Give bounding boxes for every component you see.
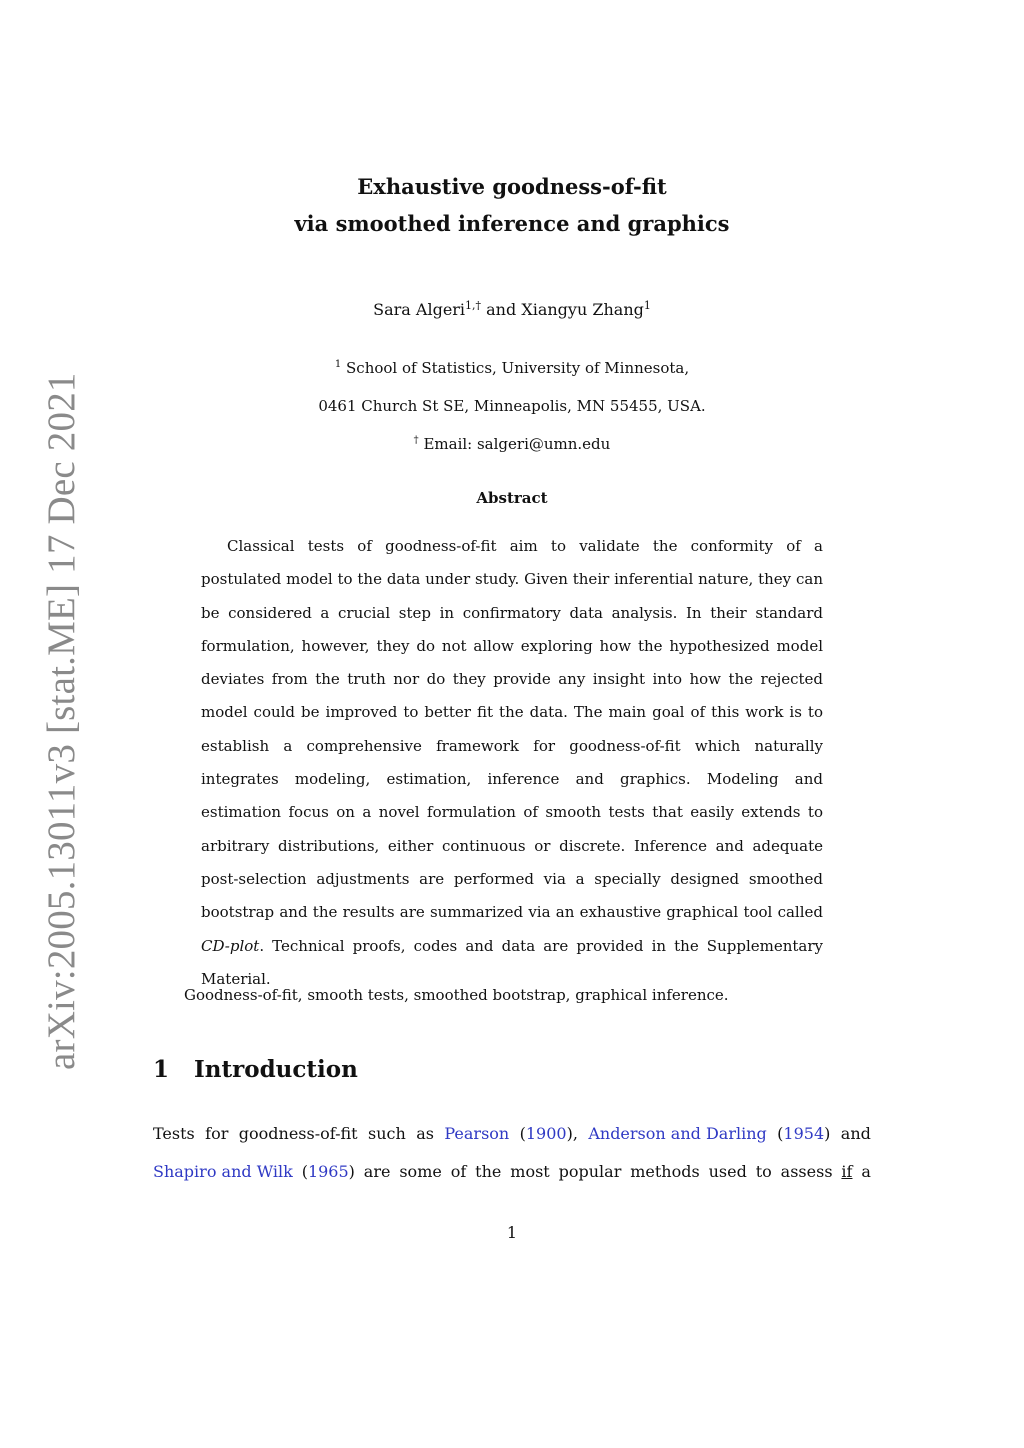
paper-title-line-1: Exhaustive goodness-of-fit [357,174,667,199]
citation-year-anderson-darling[interactable]: 1954 [783,1124,825,1143]
arxiv-identifier-stamp: arXiv:2005.13011v3 [stat.ME] 17 Dec 2021 [40,372,83,1070]
section-number: 1 [153,1056,170,1083]
intro-word: methods [630,1162,700,1181]
citation-year-pearson[interactable]: 1900 [525,1124,567,1143]
author-2-marks: 1 [643,299,651,312]
intro-word: for [205,1124,229,1143]
section-title: Introduction [194,1056,358,1083]
author-1-name: Sara Algeri [373,300,466,319]
abstract-text-part-2: . Technical proofs, codes and data are provided in the Supplementary Material. [201,936,823,988]
intro-word: most [510,1162,550,1181]
intro-word: and [840,1124,871,1143]
introduction-paragraph [153,1115,871,1191]
underlined-word: if [841,1162,853,1181]
affiliation-address: 0461 Church St SE, Minneapolis, MN 55455, USA. [318,397,706,415]
affiliation-institution: School of Statistics, University of Minnesota, [346,359,690,377]
intro-word: are [363,1162,391,1181]
author-list [0,298,1024,322]
intro-word: of [450,1162,467,1181]
intro-word: goodness-of-fit [238,1124,358,1143]
abstract-heading: Abstract [476,489,548,507]
intro-word: used [708,1162,747,1181]
keywords: Goodness-of-fit, smooth tests, smoothed bootstrap, graphical inference. [184,986,729,1004]
intro-word: the [475,1162,502,1181]
paper-title-line-2: via smoothed inference and graphics [294,211,730,236]
intro-word: such [368,1124,406,1143]
citation-year-group: (1965) [301,1162,355,1181]
citation-year-group: (1954) [777,1124,831,1143]
abstract-text-part-1: Classical tests of goodness-of-fit aim to validate the conformity of a postulated model to the data under study. Given their inferential nature, they can be considered a crucial step in confirmatory data analysis. In their standard formulation, however, they do not allow exploring how the hypothesized model deviates from the truth nor do they provide any insight into how the rejected model could be improved to better fit the data. The main goal of this work is to establish a comprehensive framework for goodness-of-fit which naturally integrates modeling, estimation, inference and graphics. Modeling and estimation focus on a novel formulation of smooth tests that easily extends to arbitrary distributions, either continuous or discrete. Inference and adequate post-selection adjustments are performed via a specially designed smoothed bootstrap and the results are summarized via an exhaustive graphical tool called [201,537,823,922]
intro-word: as [416,1124,434,1143]
intro-word: popular [558,1162,622,1181]
author-1-marks: 1,† [465,299,482,312]
intro-word: assess [780,1162,833,1181]
citation-link-pearson[interactable]: Pearson [444,1124,510,1143]
author-conjunction: and [486,300,517,319]
affiliation-mark-2: † [413,435,419,446]
author-2-name: Xiangyu Zhang [521,300,644,319]
abstract-italic-term: CD-plot [201,936,260,955]
page-number: 1 [506,1223,518,1242]
citation-link-shapiro-wilk[interactable]: Shapiro and Wilk [153,1162,293,1181]
citation-year-shapiro-wilk[interactable]: 1965 [307,1162,349,1181]
intro-line-2 [153,1153,871,1191]
paper-title [0,168,1024,242]
affiliation-line-1 [0,357,1024,379]
intro-line-1 [153,1115,871,1153]
intro-word: some [399,1162,442,1181]
affiliation-mark-1: 1 [334,359,342,370]
intro-word: Tests [153,1124,195,1143]
intro-word: to [755,1162,772,1181]
intro-word: a [861,1162,871,1181]
affiliation-line-2 [0,395,1024,417]
affiliation-email-line [0,433,1024,455]
citation-link-anderson-darling[interactable]: Anderson and Darling [588,1124,767,1143]
citation-year-group: (1900), [519,1124,578,1143]
abstract-body [201,530,823,996]
section-heading [153,1055,358,1085]
affiliation-email: Email: salgeri@umn.edu [423,435,611,453]
